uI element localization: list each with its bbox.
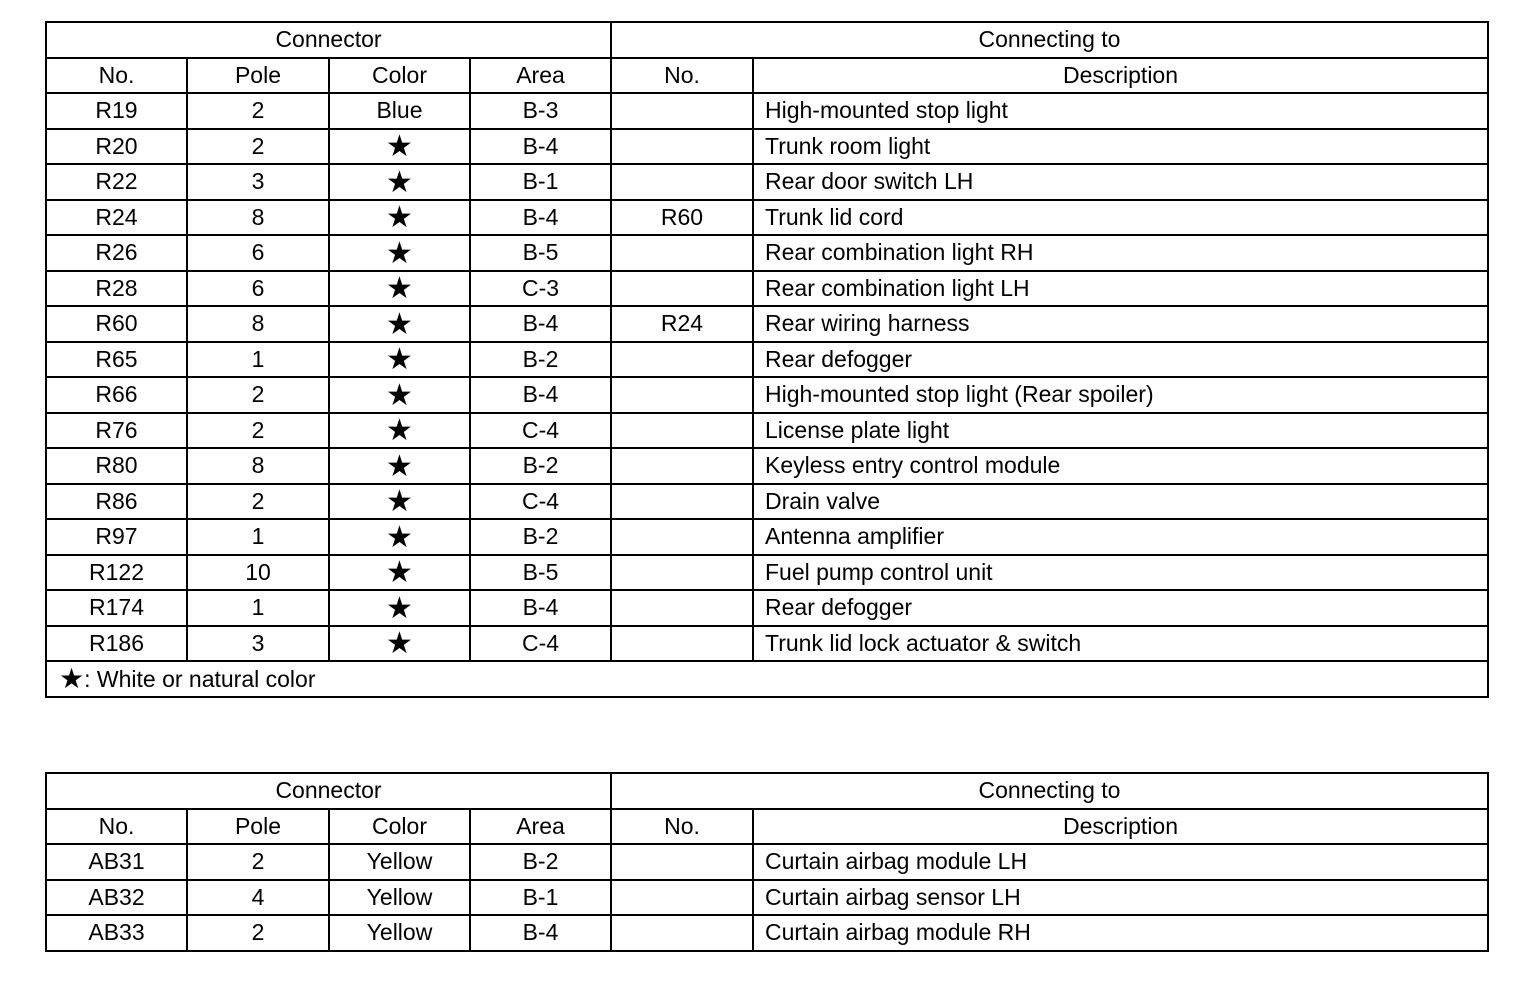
cell-color: Yellow [329, 844, 470, 880]
cell-area: B-4 [470, 590, 611, 626]
cell-pole: 6 [187, 271, 329, 307]
cell-connector-no: R174 [46, 590, 187, 626]
cell-pole: 4 [187, 880, 329, 916]
cell-connecting-no [611, 880, 753, 916]
cell-pole: 8 [187, 306, 329, 342]
cell-connector-no: R66 [46, 377, 187, 413]
connector-group-header: Connector [46, 22, 611, 58]
table-row [46, 200, 1488, 236]
legend-text: : White or natural color [84, 666, 316, 693]
table-row [46, 93, 1488, 129]
table-row [46, 915, 1488, 951]
cell-color: ★ [329, 307, 470, 343]
cell-connecting-no [611, 626, 753, 662]
cell-description: Trunk room light [753, 129, 1488, 165]
cell-connecting-no [611, 129, 753, 165]
table-row [46, 271, 1488, 307]
cell-pole: 1 [187, 519, 329, 555]
cell-connector-no: R86 [46, 484, 187, 520]
table-row [46, 484, 1488, 520]
cell-connecting-no [611, 555, 753, 591]
cell-connector-no: R122 [46, 555, 187, 591]
cell-area: C-4 [470, 626, 611, 662]
cell-area: B-4 [470, 915, 611, 951]
connector-table-ab [45, 772, 1489, 952]
connecting-to-group-header: Connecting to [611, 773, 1488, 809]
cell-description: Rear wiring harness [753, 306, 1488, 342]
table-column-header-row [46, 58, 1488, 94]
cell-description: Keyless entry control module [753, 448, 1488, 484]
legend-note [46, 661, 1488, 697]
column-header-description: Description [753, 809, 1488, 845]
column-header-no: No. [46, 58, 187, 94]
cell-description: Rear combination light RH [753, 235, 1488, 271]
cell-color: Yellow [329, 915, 470, 951]
cell-color: ★ [329, 378, 470, 414]
cell-connecting-no [611, 271, 753, 307]
table-row [46, 413, 1488, 449]
cell-connecting-no: R60 [611, 200, 753, 236]
cell-description: Trunk lid lock actuator & switch [753, 626, 1488, 662]
cell-pole: 6 [187, 235, 329, 271]
cell-color: ★ [329, 591, 470, 627]
cell-area: B-2 [470, 519, 611, 555]
cell-connector-no: R28 [46, 271, 187, 307]
table-row [46, 164, 1488, 200]
cell-connecting-no [611, 413, 753, 449]
connector-group-header: Connector [46, 773, 611, 809]
cell-pole: 1 [187, 590, 329, 626]
cell-color: ★ [329, 165, 470, 201]
table-row [46, 306, 1488, 342]
cell-description: License plate light [753, 413, 1488, 449]
cell-color: ★ [329, 485, 470, 521]
cell-connector-no: R80 [46, 448, 187, 484]
table-row [46, 235, 1488, 271]
column-header-connecting-no: No. [611, 58, 753, 94]
table-row [46, 844, 1488, 880]
cell-connector-no: R76 [46, 413, 187, 449]
cell-connecting-no [611, 484, 753, 520]
cell-description: Antenna amplifier [753, 519, 1488, 555]
table-row [46, 129, 1488, 165]
cell-pole: 8 [187, 200, 329, 236]
cell-connecting-no [611, 448, 753, 484]
cell-pole: 10 [187, 555, 329, 591]
table-row [46, 342, 1488, 378]
cell-area: B-4 [470, 377, 611, 413]
cell-color: ★ [329, 343, 470, 379]
cell-pole: 2 [187, 915, 329, 951]
cell-area: C-3 [470, 271, 611, 307]
cell-description: Fuel pump control unit [753, 555, 1488, 591]
column-header-color: Color [329, 809, 470, 845]
cell-connector-no: R20 [46, 129, 187, 165]
cell-area: B-2 [470, 448, 611, 484]
cell-color: ★ [329, 449, 470, 485]
cell-connector-no: R60 [46, 306, 187, 342]
cell-connecting-no [611, 93, 753, 129]
cell-connecting-no: R24 [611, 306, 753, 342]
cell-color: ★ [329, 556, 470, 592]
table-row [46, 590, 1488, 626]
cell-description: Curtain airbag module RH [753, 915, 1488, 951]
cell-connector-no: AB32 [46, 880, 187, 916]
table-row [46, 377, 1488, 413]
cell-connecting-no [611, 519, 753, 555]
cell-area: B-5 [470, 555, 611, 591]
cell-pole: 1 [187, 342, 329, 378]
cell-connector-no: R24 [46, 200, 187, 236]
cell-pole: 3 [187, 164, 329, 200]
cell-connector-no: AB31 [46, 844, 187, 880]
cell-connector-no: R22 [46, 164, 187, 200]
cell-area: B-1 [470, 164, 611, 200]
cell-pole: 2 [187, 484, 329, 520]
cell-connecting-no [611, 844, 753, 880]
column-header-color: Color [329, 58, 470, 94]
cell-description: Rear defogger [753, 590, 1488, 626]
cell-connecting-no [611, 235, 753, 271]
cell-connector-no: R26 [46, 235, 187, 271]
star-icon: ★ [59, 663, 85, 695]
cell-color: ★ [329, 201, 470, 237]
cell-description: High-mounted stop light [753, 93, 1488, 129]
column-header-no: No. [46, 809, 187, 845]
table-row [46, 626, 1488, 662]
legend-row [46, 661, 1488, 697]
cell-connecting-no [611, 377, 753, 413]
cell-connector-no: R65 [46, 342, 187, 378]
cell-color: ★ [329, 520, 470, 556]
cell-connector-no: AB33 [46, 915, 187, 951]
cell-pole: 2 [187, 413, 329, 449]
cell-connecting-no [611, 915, 753, 951]
cell-pole: 2 [187, 129, 329, 165]
table-column-header-row [46, 809, 1488, 845]
connector-table-r [45, 21, 1489, 698]
cell-color: ★ [329, 627, 470, 663]
cell-area: C-4 [470, 413, 611, 449]
cell-color: ★ [329, 130, 470, 166]
cell-connector-no: R97 [46, 519, 187, 555]
cell-area: B-5 [470, 235, 611, 271]
table-row [46, 448, 1488, 484]
cell-color: ★ [329, 272, 470, 308]
cell-connecting-no [611, 164, 753, 200]
column-header-description: Description [753, 58, 1488, 94]
column-header-pole: Pole [187, 809, 329, 845]
column-header-area: Area [470, 58, 611, 94]
cell-description: Trunk lid cord [753, 200, 1488, 236]
connecting-to-group-header: Connecting to [611, 22, 1488, 58]
cell-pole: 2 [187, 844, 329, 880]
cell-area: C-4 [470, 484, 611, 520]
table-row [46, 880, 1488, 916]
table-group-header-row [46, 773, 1488, 809]
cell-description: Rear combination light LH [753, 271, 1488, 307]
cell-description: Curtain airbag sensor LH [753, 880, 1488, 916]
column-header-area: Area [470, 809, 611, 845]
cell-area: B-2 [470, 844, 611, 880]
cell-description: High-mounted stop light (Rear spoiler) [753, 377, 1488, 413]
cell-connector-no: R186 [46, 626, 187, 662]
cell-color: Yellow [329, 880, 470, 916]
column-header-pole: Pole [187, 58, 329, 94]
cell-area: B-4 [470, 200, 611, 236]
cell-connector-no: R19 [46, 93, 187, 129]
cell-area: B-4 [470, 129, 611, 165]
cell-connecting-no [611, 590, 753, 626]
table-row [46, 555, 1488, 591]
cell-color: Blue [329, 93, 470, 129]
table-row [46, 519, 1488, 555]
table-group-header-row [46, 22, 1488, 58]
cell-description: Rear defogger [753, 342, 1488, 378]
cell-description: Drain valve [753, 484, 1488, 520]
cell-area: B-3 [470, 93, 611, 129]
cell-pole: 3 [187, 626, 329, 662]
cell-color: ★ [329, 236, 470, 272]
cell-pole: 2 [187, 93, 329, 129]
cell-description: Rear door switch LH [753, 164, 1488, 200]
cell-area: B-1 [470, 880, 611, 916]
column-header-connecting-no: No. [611, 809, 753, 845]
cell-area: B-4 [470, 306, 611, 342]
cell-connecting-no [611, 342, 753, 378]
cell-pole: 8 [187, 448, 329, 484]
cell-description: Curtain airbag module LH [753, 844, 1488, 880]
cell-color: ★ [329, 414, 470, 450]
cell-pole: 2 [187, 377, 329, 413]
cell-area: B-2 [470, 342, 611, 378]
